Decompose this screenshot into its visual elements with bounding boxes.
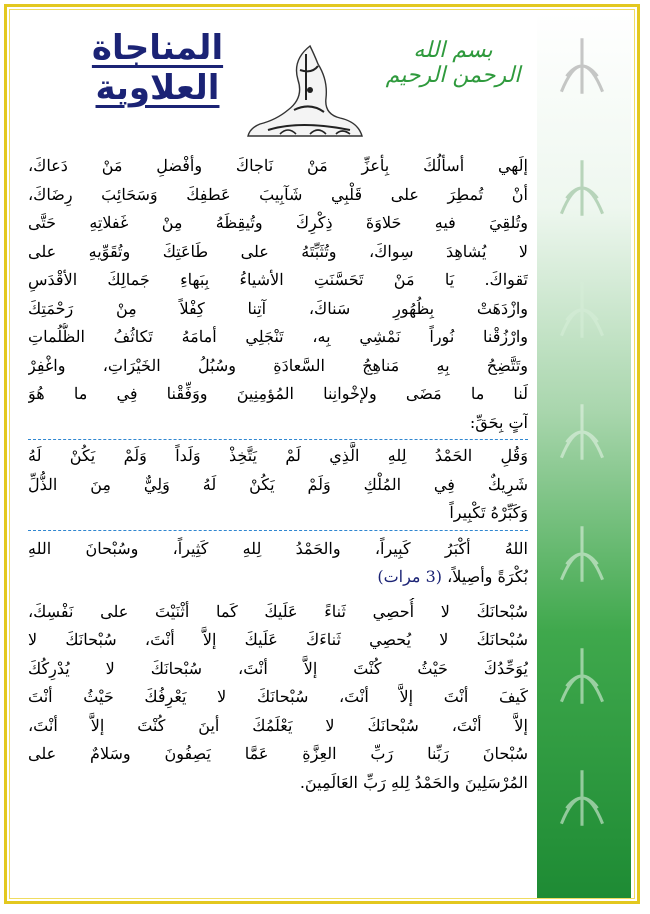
- text-line-part: بُكْرَةً وأصِيلاً،: [447, 567, 528, 586]
- text-line: وتُلقِيَ فيهِ حَلاوَةَ ذِكْرِكَ وتُيقِظَهُ مِنْ غَفلاتِهِ حَتَّى: [28, 213, 528, 232]
- text-line: إلاَّ أنْتَ، سُبْحانَكَ لا يَعْلَمُكَ أينَ كُنْتَ إلاَّ أنْتَ،: [28, 715, 528, 735]
- text-line: إلَهي أسألُكَ بِأعزِّ مَنْ نَاجاكَ وأفْضلِ مَنْ دَعاكَ،: [28, 156, 528, 175]
- verse-line: شَرِيكٌ فِي المُلْكِ وَلَمْ يَكُنْ لَهُ وَلِيٌّ مِنَ الذُّلِّ: [28, 474, 528, 494]
- text-line: لَنا ما مَضَى ولإخْوانِنا المُؤمِنِينَ ووَفِّقْنا فِي ما هُوَ: [28, 384, 528, 403]
- paragraph-tasbih: [28, 598, 528, 798]
- verse-line: وَقُلِ الحَمْدُ لِلهِ الَّذِي لَمْ يَتَّخِذْ وَلَداً وَلَمْ يَكُنْ لَهُ: [28, 446, 528, 465]
- text-line: وتَتَّضِحُ بِهِ مَناهِجُ السَّعادَةِ وسُبُلُ الخَيْرَاتِ، واغْفِرْ: [28, 355, 528, 375]
- calligraphy-emblem-icon: [240, 40, 370, 144]
- calligraphy-ornament-icon: [551, 762, 613, 834]
- calligraphy-ornament-icon: [551, 152, 613, 224]
- text-line: اللهُ أكْبَرُ كَبِيراً، والحَمْدُ لِلهِ كَثِيراً، وسُبْحانَ اللهِ: [28, 538, 528, 558]
- supplication-text: [28, 152, 528, 797]
- calligraphy-ornament-icon: [551, 518, 613, 590]
- quran-verse: [28, 439, 528, 531]
- text-line: [28, 563, 528, 592]
- text-line: وارْزُقْنا نُوراً نَمْشِي بِه، تَنْجَلِي أمامَهُ تَكاثُفُ الظُّلُماتِ: [28, 327, 528, 346]
- repeat-count: (3 مرات): [377, 567, 443, 586]
- paragraph-intro: [28, 152, 528, 437]
- text-line: المُرْسَلِينَ والحَمْدُ لِلهِ رَبِّ العَالَمِينَ.: [299, 772, 528, 792]
- calligraphy-ornament-icon: [551, 640, 613, 712]
- calligraphy-ornament-icon: [551, 396, 613, 468]
- text-line: آتٍ بِحَقِّ:: [469, 412, 528, 432]
- text-line: لا يُشاهِدَ سِواكَ، وتُثَبِّتَهُ على طَاعَتِكَ وتُقَوِّيهِ على: [28, 241, 528, 261]
- decorative-calligraphy-strip: [537, 12, 631, 898]
- page-title: المناجاة العلاوية: [91, 28, 224, 108]
- calligraphy-ornament-icon: [551, 274, 613, 346]
- verse-line: وَكَبِّرْهُ تَكْبِيراً: [449, 503, 528, 522]
- text-line: وازْدَهَتْ بِظُهُورِ سَناكَ، آتِنا كِفْلاً مِنْ رَحْمَتِكَ: [28, 298, 528, 318]
- text-line: أنْ تُمطِرَ على قَلْبِي شَآبِيبَ عَطفِكَ وَسَحَائِبَ رِضَاكَ،: [28, 184, 528, 204]
- text-line: سُبْحانَكَ لا يُحصِي ثَناءَكَ عَلَيكَ إلاَّ أنْتَ، سُبْحانَكَ لا: [28, 630, 528, 649]
- text-line: سُبْحانَكَ لا أُحصِي ثَناءً عَلَيكَ كَما أثْنَيْتَ على نَفْسِكَ،: [28, 601, 528, 621]
- text-line: تَقواكَ. يَا مَنْ تَحَسَّنَتِ الأشياءُ بِبَهاءِ جَمالِكَ الأقْدَسِ: [28, 270, 528, 289]
- calligraphy-ornament-icon: [551, 30, 613, 102]
- basmala-header: بسم الله الرحمن الرحيم: [385, 38, 521, 88]
- text-line: يُوَحِّدُكَ حَيْثُ كُنْتَ إلاَّ أنْتَ، سُبْحانَكَ لا يُدْرِكُكَ: [28, 658, 528, 678]
- paragraph-takbir: [28, 535, 528, 592]
- text-line: كَيفَ أنْتَ إلاَّ أنْتَ، سُبْحانَكَ لا يَعْرِفُكَ حَيْثُ أنْتَ: [28, 687, 528, 706]
- text-line: سُبْحانَ رَبِّنا رَبِّ العِزَّةِ عَمَّا يَصِفُونَ وسَلامٌ على: [28, 744, 528, 763]
